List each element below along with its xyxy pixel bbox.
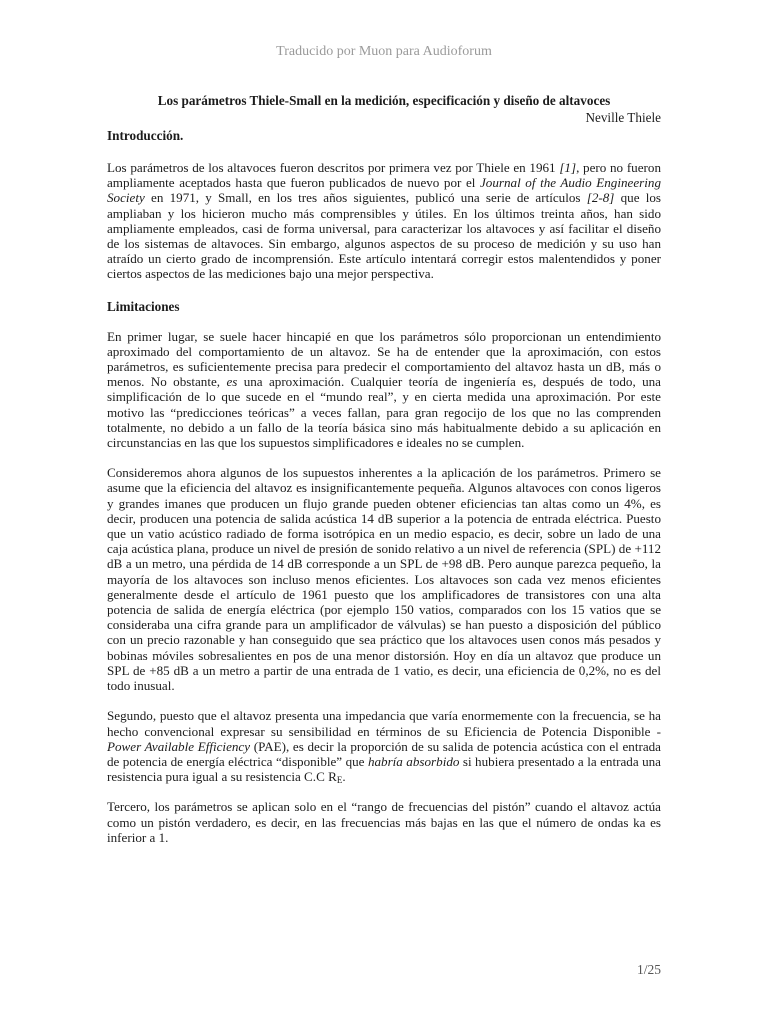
text-run: , pero no fueron ampliamente aceptados hasta que fueron publicados de nuevo por el (107, 160, 661, 191)
section-heading-introduccion: Introducción. (107, 128, 184, 143)
author-name: Neville Thiele (585, 110, 661, 125)
text-run: Los parámetros de los altavoces fueron descritos por primera vez por Thiele en 1961 (107, 160, 560, 175)
text-run: . (342, 769, 346, 785)
italic-text-run: [2-8] (586, 190, 615, 206)
text-run: si hubiera presentado a la entrada una resistencia pura igual a su resistencia C.C R (107, 753, 661, 785)
italic-text-run: [1] (559, 160, 577, 175)
paragraph-limitaciones-4: Tercero, los parámetros se aplican solo en el “rango de frecuencias del pistón” cuando el altavoz actúa como un pistón verdadero, es decir, en las frecuencias más bajas en las que el número de ondas ka es inferior a 1. (107, 799, 661, 845)
page-number: 1/25 (636, 962, 661, 977)
section-heading-limitaciones: Limitaciones (107, 298, 180, 314)
italic-text-run: Journal of the Audio Engineering Society (107, 175, 661, 206)
italic-text-run: Power Available Efficiency (107, 738, 251, 754)
translator-note: Traducido por Muon para Audioforum (276, 44, 492, 59)
italic-text-run: es (226, 374, 238, 390)
text-run: Segundo, puesto que el altavoz presenta una impedancia que varía enormemente con la frecuencia, se ha hecho convencional expresar su sensibilidad en términos de su Eficiencia de Potencia Disponible - (107, 708, 661, 739)
paragraph-introduccion-1 (107, 160, 661, 282)
text-run: una aproximación. Cualquier teoría de ingeniería es, después de todo, una simplificación de lo que sucede en el “mundo real”, y en cierta medida una aproximación. Por este motivo las “predicciones teóricas” a veces fallan, para gran regocijo de los que no las comprenden totalmente, no debido a un fallo de la teoría básica sino más habitualmente debido a su aplicación en circunstancias en las que los supuestos simplificadores e ideales no se cumplen. (107, 374, 661, 451)
paragraph-limitaciones-3 (107, 708, 661, 784)
text-run: En primer lugar, se suele hacer hincapié en que los parámetros sólo proporcionan un entendimiento aproximado del comportamiento de un altavoz. Se ha de entender que la aproximación, con estos parámetros, es suficientemente precisa para predecir el comportamiento del altavoz hasta un dB, más o menos. No obstante, (107, 328, 661, 390)
text-run: (PAE), es decir la proporción de su salida de potencia acústica con el entrada de potencia de energía eléctrica “disponible” que (107, 738, 661, 769)
text-run: que los ampliaban y los hicieron mucho más comprensibles y útiles. En los últimos treinta años, han sido ampliamente empleados, casi de forma universal, para caracterizar los altavoces y así facilitar el diseño de los sistemas de altavoces. Sin embargo, algunos aspectos de su proceso de medición y su uso han atraído un cierto grado de incomprensión. Este artículo intentará corregir estos malentendidos y poner ciertos aspectos de las mediciones bajo una mejor perspectiva. (107, 190, 662, 282)
text-run: en 1971, y Small, en los tres años siguientes, publicó una serie de artículos (144, 190, 587, 206)
paragraph-limitaciones-1 (107, 329, 661, 451)
document-title: Los parámetros Thiele-Small en la medición, especificación y diseño de altavoces (157, 93, 611, 108)
document-body (107, 93, 661, 845)
subscript-text-run: E (336, 775, 343, 786)
italic-text-run: habría absorbido (367, 753, 460, 769)
paragraph-limitaciones-2: Consideremos ahora algunos de los supuestos inherentes a la aplicación de los parámetros. Primero se asume que la eficiencia del altavoz es insignificantemente pequeña. Algunos altavoces con conos ligeros y grandes imanes que producen un flujo grande pueden obtener eficiencias tan altas como un 4%, es decir, producen una potencia de salida acústica 14 dB superior a la potencia de entrada eléctrica. Puesto que un vatio acústico radiado de forma isotrópica en un medio espacio, es decir, sobre un lado de una caja acústica plana, produce un nivel de presión de sonido relativo a un nivel de referencia (SPL) de +112 dB a un metro, una pérdida de 14 dB corresponde a un SPL de +98 dB. Pero aunque parezca pequeño, la mayoría de los altavoces son incluso menos eficientes. Los altavoces son cada vez menos eficientes generalmente desde el artículo de 1961 puesto que los amplificadores de transistores con una alta potencia de salida de energía eléctrica (por ejemplo 150 vatios, comparados con los 15 vatios que se consideraba una cifra grande para un amplificador de válvulas) se han puesto a disposición del público con un precio razonable y han conseguido que sea práctico que los altavoces usen conos más pesados y bobinas móviles sobresalientes en pos de una menor distorsión. Hoy en día un altavoz que produce un SPL de +85 dB a un metro a partir de una entrada de 1 vatio, es decir, una eficiencia de 0,2%, no es del todo inusual. (107, 465, 661, 694)
